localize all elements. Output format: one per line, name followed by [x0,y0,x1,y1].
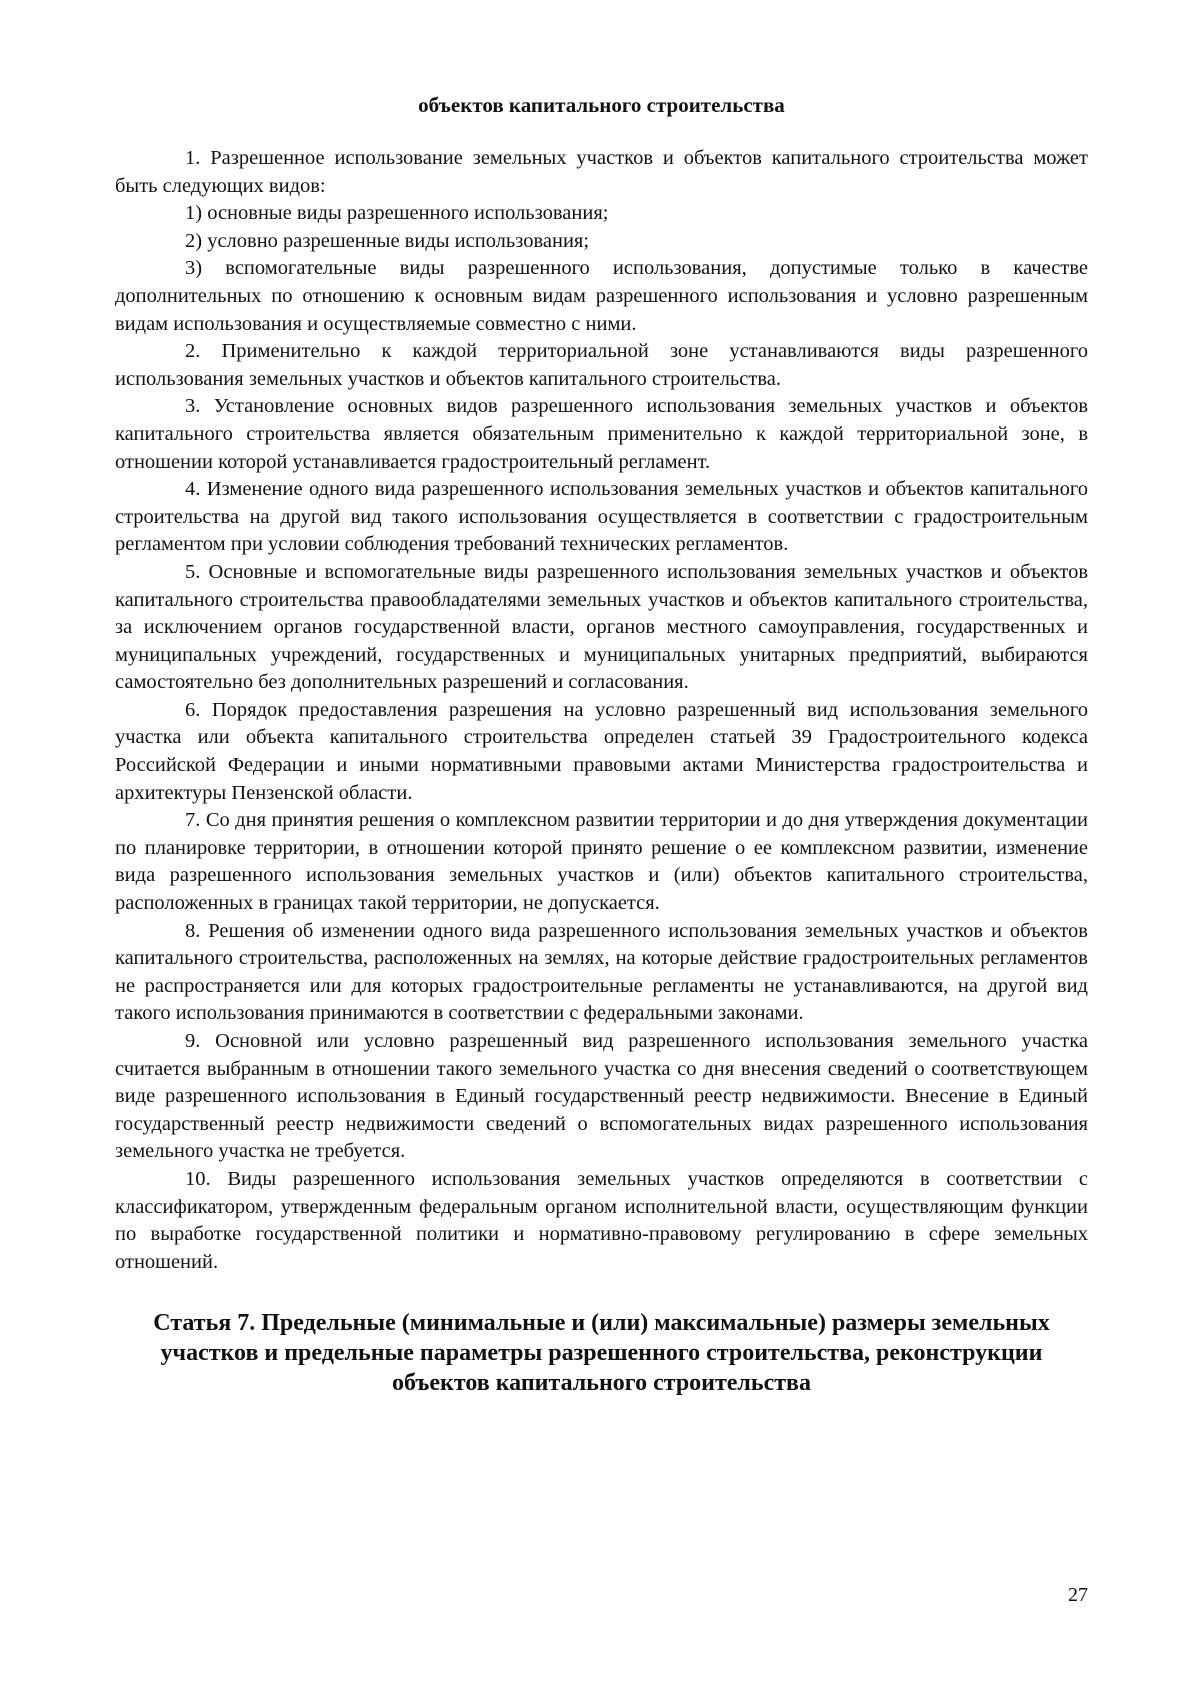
article-title: Статья 7. Предельные (минимальные и (или) максимальные) размеры земельных участков и предельные параметры разрешенного строительства, реконструкции объектов капитального строительства [153,1310,1050,1397]
paragraph-3: 3. Установление основных видов разрешенного использования земельных участков и объектов капитального строительства является обязательным применительно к каждой территориальной зоне, в отношении которой устанавливается градостроительный регламент. [115,395,1088,473]
paragraph-8: 8. Решения об изменении одного вида разрешенного использования земельных участков и объектов капитального строительства, расположенных на землях, на которые действие градостроительных регламентов не распространяется или для которых градостроительные регламенты не устанавливаются, на другой вид такого использования принимаются в соответствии с федеральными законами. [115,919,1088,1025]
list-item-1: 1) основные виды разрешенного использования; [185,202,609,225]
paragraph-7: 7. Со дня принятия решения о комплексном развитии территории и до дня утверждения документации по планировке территории, в отношении которой принято решение о ее комплексном развитии, изменение вида разрешенного использования земельных участков и (или) объектов капитального строительства, расположенных в границах такой территории, не допускается. [115,809,1088,915]
document-page [115,92,1088,1398]
section-heading: объектов капитального строительства [418,93,785,117]
paragraph-4: 4. Изменение одного вида разрешенного использования земельных участков и объектов капитального строительства на другой вид такого использования осуществляется в соответствии с градостроительным регламентом при условии соблюдения требований технических регламентов. [115,478,1088,556]
paragraph-1: 1. Разрешенное использование земельных участков и объектов капитального строительства может быть следующих видов: [115,147,1088,197]
paragraph-6: 6. Порядок предоставления разрешения на условно разрешенный вид использования земельного участка или объекта капитального строительства определен статьей 39 Градостроительного кодекса Российской Федерации и иными нормативными правовыми актами Министерства градостроительства и архитектуры Пензенской области. [115,698,1088,804]
paragraph-5: 5. Основные и вспомогательные виды разрешенного использования земельных участков и объектов капитального строительства правообладателями земельных участков и объектов капитального строительства, за исключением органов государственной власти, органов местного самоуправления, государственных и муниципальных учреждений, государственных и муниципальных унитарных предприятий, выбираются самостоятельно без дополнительных разрешений и согласования. [115,560,1088,694]
paragraph-2: 2. Применительно к каждой территориальной зоне устанавливаются виды разрешенного использования земельных участков и объектов капитального строительства. [115,340,1088,390]
list-item-2: 2) условно разрешенные виды использования; [185,229,590,252]
paragraph-10: 10. Виды разрешенного использования земельных участков определяются в соответствии с классификатором, утвержденным федеральным органом исполнительной власти, осуществляющим функции по выработке государственной политики и нормативно-правовому регулированию в сфере земельных отношений. [115,1167,1088,1273]
list-item-3: 3) вспомогательные виды разрешенного использования, допустимые только в качестве дополнительных по отношению к основным видам разрешенного использования и условно разрешенным видам использования и осуществляемые совместно с ними. [115,257,1088,335]
page-number: 27 [1068,1584,1088,1606]
paragraph-9: 9. Основной или условно разрешенный вид разрешенного использования земельного участка считается выбранным в отношении такого земельного участка со дня внесения сведений о соответствующем виде разрешенного использования в Единый государственный реестр недвижимости. Внесение в Единый государственный реестр недвижимости сведений о вспомогательных видах разрешенного использования земельного участка не требуется. [115,1030,1088,1163]
